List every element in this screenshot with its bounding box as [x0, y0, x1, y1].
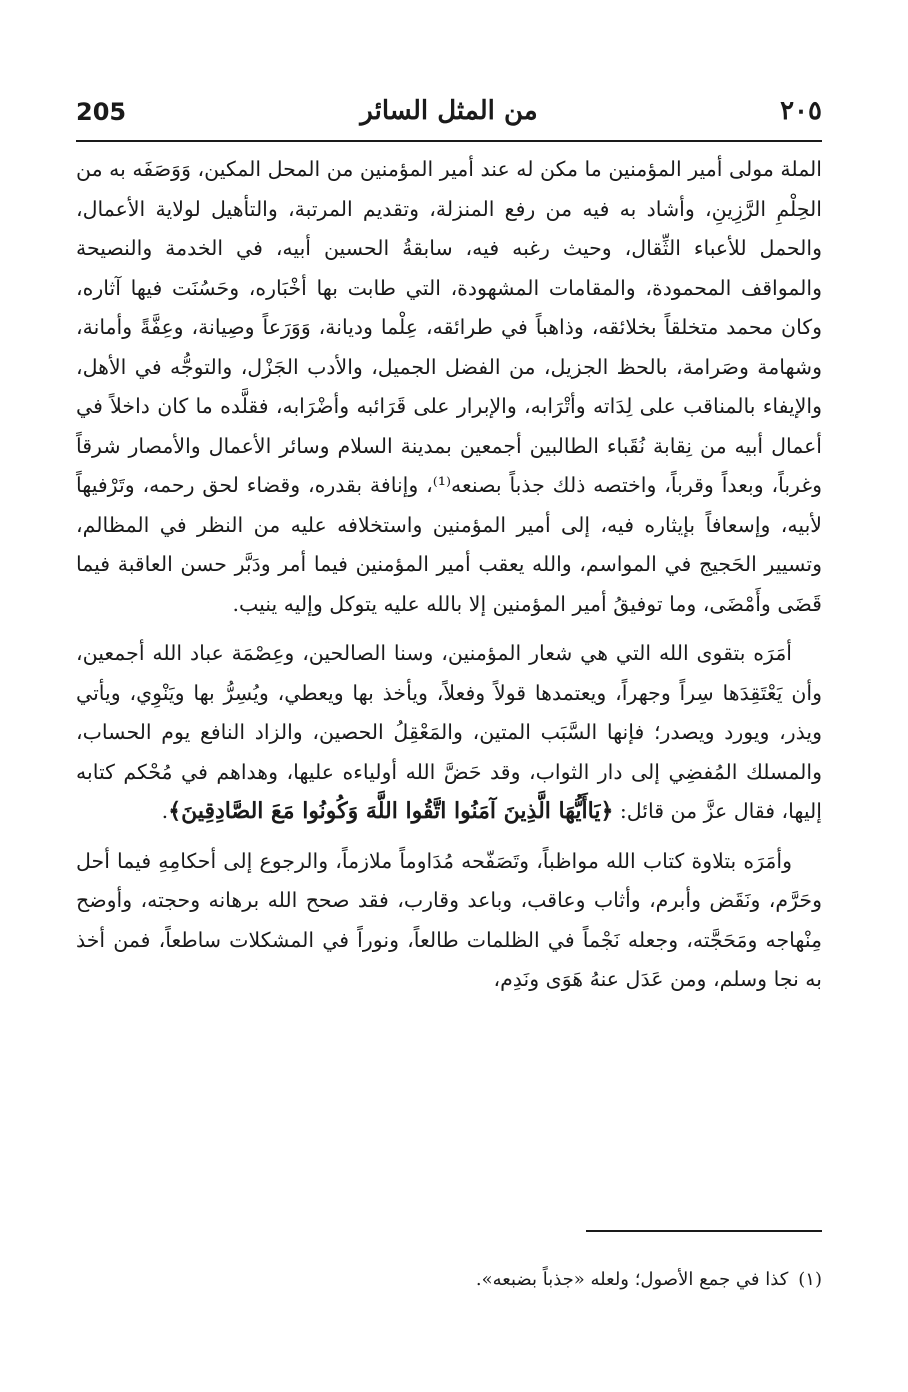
footnote-rule [586, 1230, 822, 1232]
running-title: من المثل السائر [360, 96, 538, 126]
footnote [76, 1266, 822, 1294]
footnote-number: (١) [798, 1269, 822, 1290]
page-header [76, 92, 822, 132]
quran-verse: ﴿يَاأَيُّهَا الَّذِينَ آمَنُوا اتَّقُوا اللَّهَ وَكُونُوا مَعَ الصَّادِقِينَ﴾ [168, 798, 614, 824]
header-rule [76, 140, 822, 142]
paragraph-1: الملة مولى أمير المؤمنين ما مكن له عند أمير المؤمنين من المحل المكين، وَوَصَفَه به من الحِلْمِ الرَّزِينِ، وأشاد به فيه من رفع المنزلة، وتقديم المرتبة، والتأهيل لولاية الأعمال، والحمل للأعباء الثِّقال، وحيث رغبه فيه، سابقةُ الحسين أبيه، في الخدمة والنصيحة والمواقف المحمودة، والمقامات المشهودة، التي طابت بها أخْبَاره، وحَسُنَت فيها آثاره، وكان محمد متخلقاً بخلائقه، وذاهباً في طرائقه، عِلْما وديانة، وَوَرَعاً وصِيانة، وعِفَّةً وأمانة، وشهامة وصَرامة، بالحظ الجزيل، من الفضل الجميل، والأدب الجَزْل، والتوجُّه في الأهل، والإيفاء بالمناقب على لِدَاته وأتْرَابه، والإبرار على قَرَائبه وأضْرَابه، فقلَّده ما كان داخلاً في أعمال أبيه من نِقابة نُقَباء الطالبين أجمعين بمدينة السلام وسائر الأعمال والأمصار شرقاً وغرباً، وبعداً وقرباً، واختصه ذلك جذباً بصنعه⁽¹⁾، وإنافة بقدره، وقضاء لحق رحمه، وتَرْفيهاً لأبيه، وإسعافاً بإيثاره فيه، إلى أمير المؤمنين واستخلافه عليه من النظر في المظالم، وتسيير الحَجيج في المواسم، والله يعقب أمير المؤمنين فيما أمر ودَبَّر حسن العاقبة فيما قَضَى وأَمْضَى، وما توفيقُ أمير المؤمنين إلا بالله عليه يتوكل وإليه ينيب. [76, 157, 822, 616]
paragraph-2 [76, 634, 822, 832]
paragraph-2-end: . [161, 799, 169, 823]
paragraph-3: وأمَرَه بتلاوة كتاب الله مواظباً، وتَصَفّحه مُدَاوماً ملازماً، والرجوع إلى أحكامِهِ فيما أحل وحَرَّم، ونَقَض وأبرم، وأثاب وعاقب، وباعد وقارب، فقد صحح الله برهانه وحجته، وأوضح مِنْهاجه ومَحَجَّته، وجعله نَجْماً في الظلمات طالعاً، ونوراً في المشكلات ساطعاً، فمن أخذ به نجا وسلم، ومن عَدَل عنهُ هَوَى ونَدِم، [76, 848, 822, 991]
paragraph-2-text: أمَرَه بتقوى الله التي هي شعار المؤمنين، وسنا الصالحين، وعِصْمَة عباد الله أجمعين، وأن يَعْتَقِدَها سِراً وجهراً، ويعتمدها قولاً وفعلاً، ويأخذ بها ويعطي، ويُسِرُّ بها ويَنْوِي، ويأتي ويذر، ويورد ويصدر؛ فإنها السَّبَب المتين، والمَعْقِلُ الحصين، والزاد النافع يوم الحساب، والمسلك المُفضِي إلى دار الثواب، وقد حَضَّ الله أولياءه عليها، وهداهم في مُحْكم كتابه إليها، فقال عزَّ من قائل: [76, 641, 822, 823]
main-text [76, 150, 822, 1010]
footnote-text: كذا في جمع الأصول؛ ولعله «جذباً بضبعه». [475, 1269, 789, 1290]
page-number-latin: 205 [76, 98, 127, 126]
page-number-arabic: ٢٠٥ [780, 96, 822, 126]
